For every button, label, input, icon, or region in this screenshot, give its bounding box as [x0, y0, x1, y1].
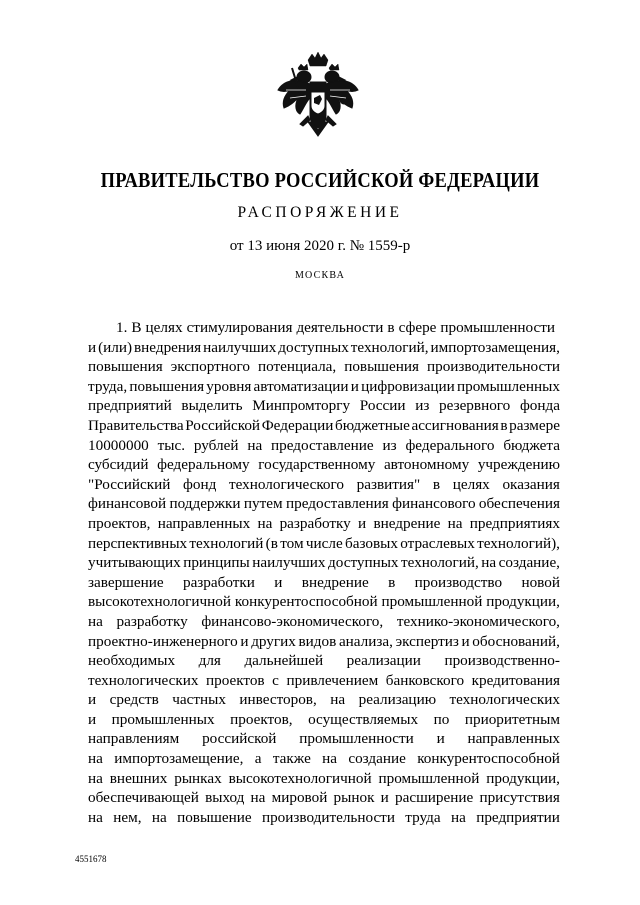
body-line: 1. В целях стимулирования деятельности в сфере промышленности	[116, 319, 556, 336]
body-line: необходимых для дальнейшей реализации производственно-	[88, 652, 560, 670]
government-title: ПРАВИТЕЛЬСТВО РОССИЙСКОЙ ФЕДЕРАЦИИ	[100, 168, 540, 192]
body-line: технологических проектов с привлечением банковского кредитования	[88, 671, 560, 689]
russian-coat-of-arms-icon	[272, 50, 364, 146]
body-line: обеспечивающей выход на мировой рынок и расширение присутствия	[88, 789, 560, 807]
body-line: финансовой поддержки путем предоставления финансового обеспечения	[88, 495, 560, 513]
body-line: направлениям российской промышленности и направленных	[88, 730, 560, 748]
body-line: на разработку финансово-экономического, технико-экономического,	[88, 612, 560, 630]
body-line: и промышленных проектов, осуществляемых по приоритетным	[88, 710, 560, 728]
body-line: и (или) внедрения наилучших доступных технологий, импортозамещения,	[88, 338, 560, 356]
body-line: "Российский фонд технологического развития" в целях оказания	[88, 475, 560, 493]
document-body	[88, 318, 560, 827]
body-line: предприятий выделить Минпромторгу России из резервного фонда	[88, 397, 560, 415]
document-code: 4551678	[75, 854, 107, 864]
body-line: Правительства Российской Федерации бюджетные ассигнования в размере	[88, 416, 560, 434]
body-line: перспективных технологий (в том числе базовых отраслевых технологий),	[88, 534, 560, 552]
document-city: МОСКВА	[294, 270, 346, 281]
body-line: на нем, на повышение производительности труда на предприятии	[88, 808, 560, 826]
document-type: РАСПОРЯЖЕНИЕ	[237, 204, 403, 221]
body-line: завершение разработки и внедрение в производство новой	[88, 573, 560, 591]
body-line: 10000000 тыс. рублей на предоставление из федерального бюджета	[88, 436, 560, 454]
body-line: на импортозамещение, а также на создание конкурентоспособной	[88, 750, 560, 768]
body-line: на внешних рынках высокотехнологичной промышленной продукции,	[88, 769, 560, 787]
document-date-number: от 13 июня 2020 г. № 1559-р	[229, 238, 411, 254]
body-line: учитывающих принципы наилучших доступных технологий, на создание,	[88, 554, 560, 572]
body-line: высокотехнологичной конкурентоспособной промышленной продукции,	[88, 593, 560, 611]
body-line: проектов, направленных на разработку и внедрение на предприятиях	[88, 514, 560, 532]
body-line: труда, повышения уровня автоматизации и цифровизации промышленных	[88, 377, 560, 395]
body-line: субсидий федеральному государственному автономному учреждению	[88, 456, 560, 474]
body-line: проектно-инженерного и других видов анализа, экспертиз и обоснований,	[88, 632, 560, 650]
body-line: повышения экспортного потенциала, повышения производительности	[88, 358, 560, 376]
body-line: и средств частных инвесторов, на реализацию технологических	[88, 691, 560, 709]
